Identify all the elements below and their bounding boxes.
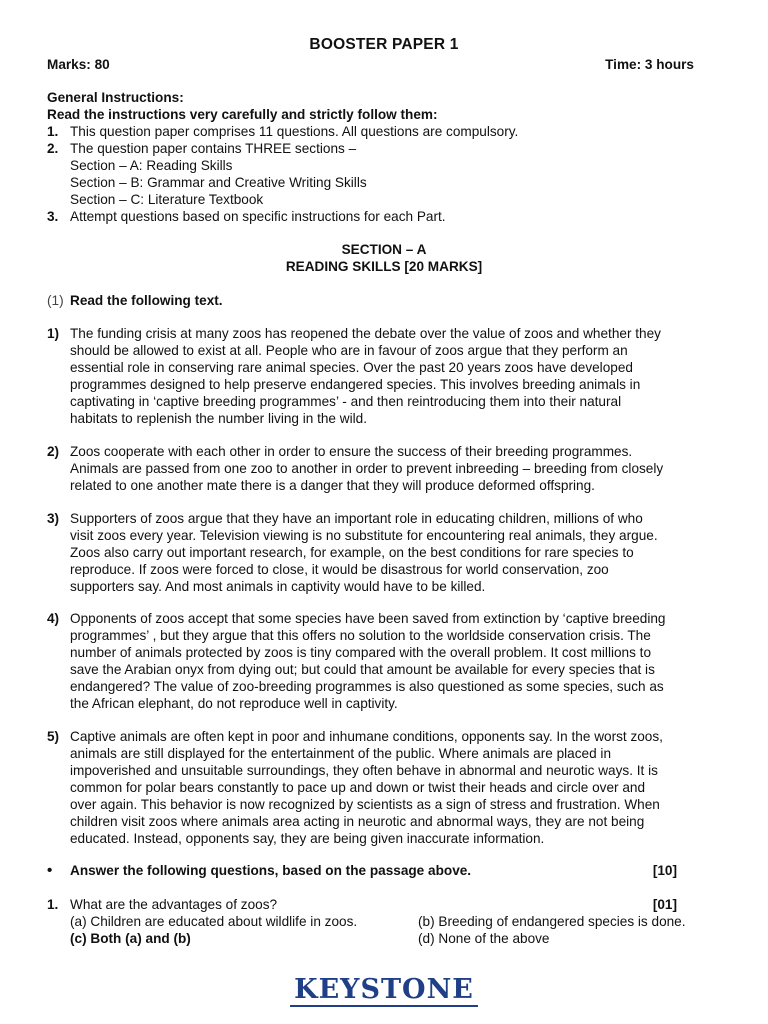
- option-a: (a) Children are educated about wildlife in zoos.: [70, 914, 358, 929]
- time-allowed: Time: 3 hours: [605, 57, 694, 72]
- paragraph-number: 5): [47, 729, 60, 744]
- paragraph-line: essential role in conserving rare animal species. Over the past 20 years zoos have developed: [70, 360, 633, 375]
- instruction-line: Section – B: Grammar and Creative Writing Skills: [70, 175, 367, 190]
- paragraph-line: common for polar bears constantly to pace up and down or twist their heads and circle over and: [70, 780, 646, 795]
- keystone-logo: [0, 976, 768, 1007]
- instruction-number: 3.: [47, 209, 59, 224]
- task-marks: [10]: [652, 863, 677, 878]
- instruction-number: 1.: [47, 124, 59, 139]
- paragraph-line: supporters say. And most animals in captivity would have to be killed.: [70, 579, 486, 594]
- paragraph-line: Zoos also carry out important research, for example, on the best conditions for rare species to: [70, 545, 634, 560]
- paragraph-line: save the Arabian onyx from dying out; but could that amount be available for every species that is: [70, 662, 655, 677]
- total-marks: Marks: 80: [47, 57, 110, 72]
- paragraph-line: visit zoos every year. Television viewing is no substitute for encountering real animals, they argue.: [70, 528, 658, 543]
- paragraph-line: Animals are passed from one zoo to another in order to prevent inbreeding – breeding from closely: [70, 461, 664, 476]
- instruction-line: The question paper contains THREE sections –: [70, 141, 357, 156]
- paragraph-number: 1): [47, 326, 60, 341]
- paragraph-line: Captive animals are often kept in poor and inhumane conditions, opponents say. In the worst zoos,: [70, 729, 663, 744]
- paragraph-line: captivating in ‘captive breeding programmes’ - and then reintroducing them into their natural: [70, 394, 622, 409]
- paragraph-line: Zoos cooperate with each other in order to ensure the success of their breeding programmes.: [70, 444, 633, 459]
- option-b: (b) Breeding of endangered species is done.: [418, 914, 686, 929]
- paragraph-number: 4): [47, 611, 60, 626]
- paragraph-line: Supporters of zoos argue that they have an important role in educating children, millions of who: [70, 511, 643, 526]
- paragraph-line: impoverished and unsuitable surroundings, they often behave in abnormal and neurotic ways. It is: [70, 763, 658, 778]
- general-instructions-heading: General Instructions:: [47, 90, 184, 105]
- paragraph-line: programmes designed to help preserve endangered species. This involves breeding animals in: [70, 377, 641, 392]
- paragraph-line: the African elephant, do not reproduce well in captivity.: [70, 696, 398, 711]
- paragraph-line: reproduce. If zoos were forced to close, it would be disastrous for world conservation, zoo: [70, 562, 609, 577]
- paragraph-line: should be allowed to exist at all. People who are in favour of zoos argue that they perform an: [70, 343, 628, 358]
- paragraph-line: endangered? The value of zoo-breeding programmes is also questioned as some species, such as: [70, 679, 664, 694]
- question-instruction: Read the following text.: [70, 293, 223, 308]
- option-d: (d) None of the above: [418, 931, 550, 946]
- paragraph-line: programmes’ , but they argue that this offers no solution to the worldside conservation crisis. The: [70, 628, 651, 643]
- paragraph-line: children visit zoos where animals area acting in neurotic and abnormal ways, they are not being: [70, 814, 645, 829]
- section-subtitle: READING SKILLS [20 MARKS]: [285, 259, 483, 274]
- task-text: Answer the following questions, based on the passage above.: [70, 863, 472, 878]
- bullet-icon: •: [47, 862, 53, 879]
- paper-title: BOOSTER PAPER 1: [309, 36, 459, 53]
- instruction-line: Section – C: Literature Textbook: [70, 192, 264, 207]
- question-marks: [01]: [652, 897, 677, 912]
- logo-wordmark: KEYSTONE: [290, 976, 478, 1007]
- paragraph-line: animals are still displayed for the entertainment of the public. Where animals are placed in: [70, 746, 612, 761]
- paragraph-line: The funding crisis at many zoos has reopened the debate over the value of zoos and whether they: [70, 326, 661, 341]
- paragraph-line: related to one another mate there is a danger that they will produce deformed offspring.: [70, 478, 595, 493]
- mcq-question: [47, 896, 715, 948]
- paragraph-line: Opponents of zoos accept that some species have been saved from extinction by ‘captive breeding: [70, 611, 666, 626]
- instruction-line: This question paper comprises 11 questions. All questions are compulsory.: [70, 124, 519, 139]
- question-number: 1.: [47, 897, 59, 912]
- paragraph-line: over again. This behavior is now recognized by scientists as a sign of stress and frustration. When: [70, 797, 660, 812]
- instruction-number: 2.: [47, 141, 59, 156]
- paragraph-number: 2): [47, 444, 60, 459]
- instruction-line: Section – A: Reading Skills: [70, 158, 233, 173]
- paragraph-line: habitats to replenish the number living in the wild.: [70, 411, 367, 426]
- paragraph-line: educated. Instead, opponents say, they are being given inaccurate information.: [70, 831, 545, 846]
- paragraph-line: number of animals protected by zoos is tiny compared with the overall problem. It cost millions to: [70, 645, 652, 660]
- option-c: (c) Both (a) and (b): [70, 931, 191, 946]
- paragraph-number: 3): [47, 511, 60, 526]
- question-number: (1): [47, 293, 64, 308]
- instruction-line: Attempt questions based on specific instructions for each Part.: [70, 209, 446, 224]
- instructions-subheading: Read the instructions very carefully and strictly follow them:: [47, 107, 438, 122]
- section-title: SECTION – A: [341, 242, 427, 257]
- question-text: What are the advantages of zoos?: [70, 897, 278, 912]
